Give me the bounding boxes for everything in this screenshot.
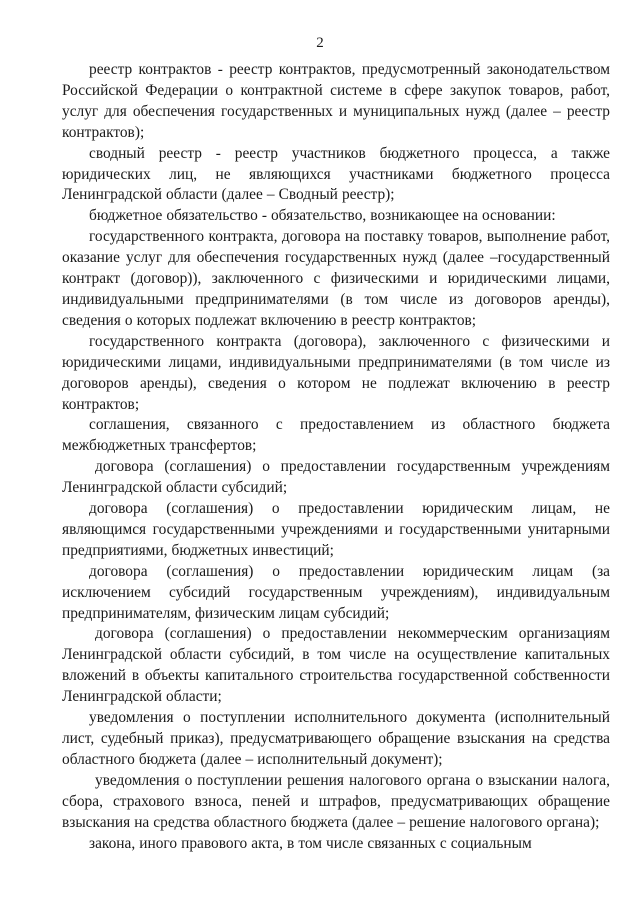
page-number: 2 <box>316 35 324 51</box>
paragraph-soglashenie-transferty: соглашения, связанного с предоставлением из областного бюджета межбюджетных трансфертов; <box>62 416 610 455</box>
paragraph-zakon-pravovoi-akt: закона, иного правового акта, в том числе связанных с социальным <box>89 834 532 852</box>
paragraph-subsidii-yurlitsam: договора (соглашения) о предоставлении юридическим лицам (за исключением субсидий государственным учреждениям), индивидуальным предпринимателям, физическим лицам субсидий; <box>62 562 610 622</box>
paragraph-subsidii-nko: договора (соглашения) о предоставлении некоммерческим организациям Ленинградской области субсидий, в том числе на осуществление капитальных вложений в объекты капитального строительства государственной собственности Ленинградской области; <box>62 625 610 706</box>
paragraph-ispolnitelnyi-dokument: уведомления о поступлении исполнительного документа (исполнительный лист, судебный приказ), предусматривающего обращение взыскания на средства областного бюджета (далее – исполнительный документ); <box>62 709 610 768</box>
paragraph-byudzhetnye-investitsii: договора (соглашения) о предоставлении юридическим лицам, не являющимся государственными учреждениями и государственными унитарными предприятиями, бюджетных инвестиций; <box>62 500 610 559</box>
paragraph-reestr-kontraktov: реестр контрактов - реестр контрактов, предусмотренный законодательством Российской Федерации о контрактной системе в сфере закупок товаров, работ, услуг для обеспечения государственных и муниципальных нужд (далее – реестр контрактов); <box>62 61 610 141</box>
paragraph-reshenie-nalogovogo-organa: уведомления о поступлении решения налогового органа о взыскании налога, сбора, страхового взноса, пеней и штрафов, предусматривающих обращение взыскания на средства областного бюджета (далее – решение налогового органа); <box>62 771 610 831</box>
paragraph-subsidii-uchrezhdeniyam: договора (соглашения) о предоставлении государственным учреждениям Ленинградской области субсидий; <box>62 458 610 497</box>
paragraph-gos-kontrakt-reestr: государственного контракта, договора на поставку товаров, выполнение работ, оказание услуг для обеспечения государственных нужд (далее –государственный контракт (договор)), заключенного с физическими и юридическими лицами, индивидуальными предпринимателями (в том числе из договоров аренды), сведения о которых подлежат включению в реестр контрактов; <box>62 228 610 329</box>
body-text <box>62 60 610 854</box>
paragraph-gos-kontrakt-ne-reestr: государственного контракта (договора), заключенного с физическими и юридическими лицами, индивидуальными предпринимателями (в том числе из договоров аренды), сведения о котором не подлежат включению в реестр контрактов; <box>62 332 610 413</box>
paragraph-svodnyi-reestr: сводный реестр - реестр участников бюджетного процесса, а также юридических лиц, не являющихся участниками бюджетного процесса Ленинградской области (далее – Сводный реестр); <box>62 144 610 204</box>
paragraph-byudzhetnoe-obyazatelstvo: бюджетное обязательство - обязательство, возникающее на основании: <box>89 207 556 225</box>
